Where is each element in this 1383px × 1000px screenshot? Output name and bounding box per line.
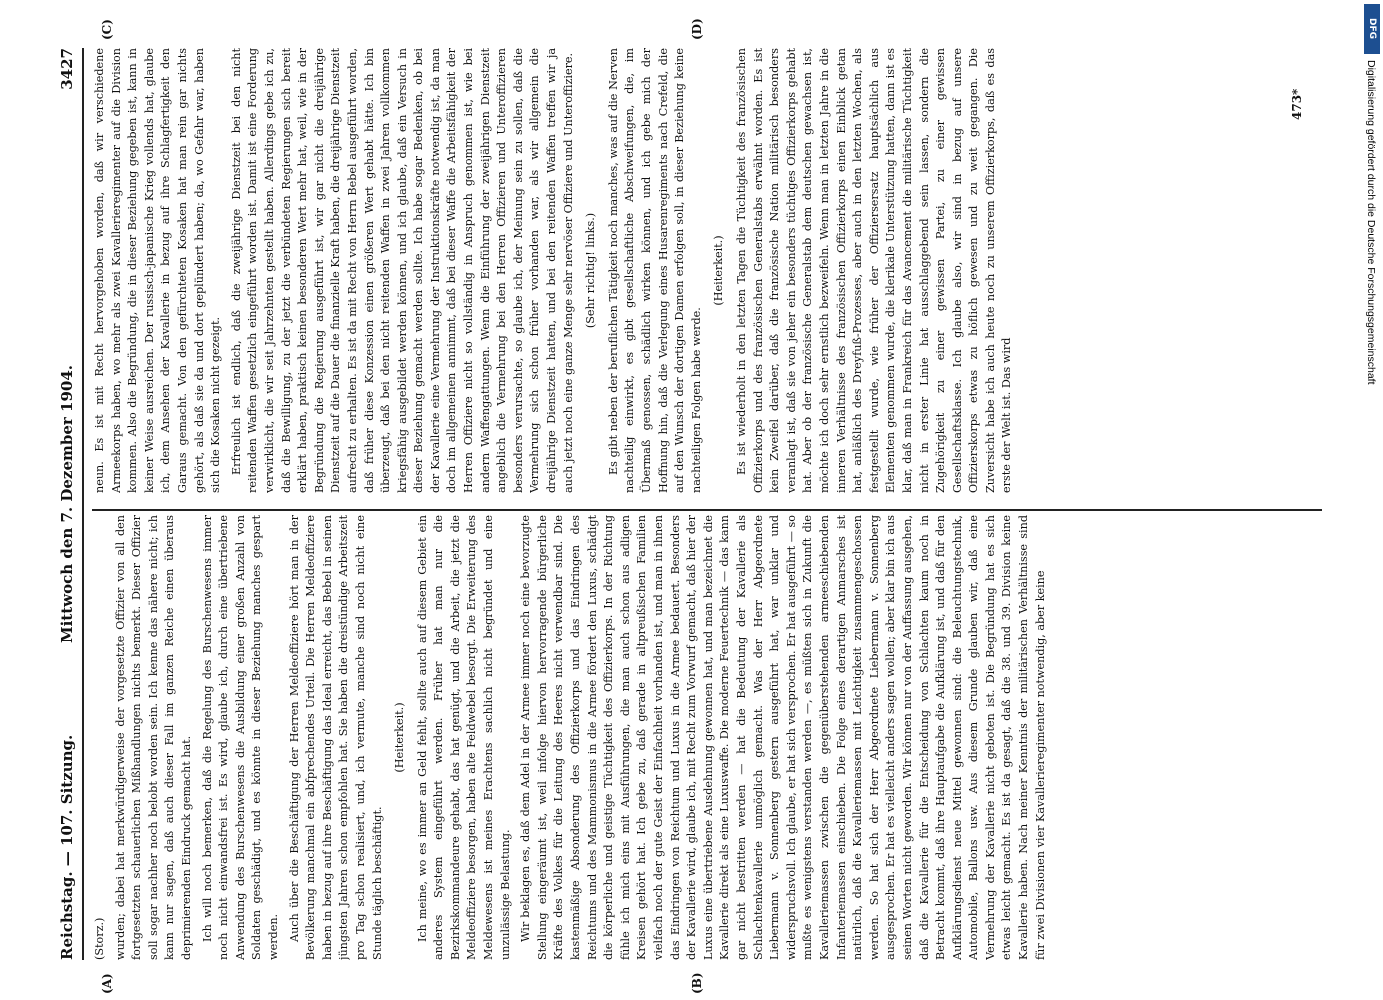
header-date: Mittwoch den 7. Dezember 1904.	[58, 365, 76, 643]
speaker-tag: (Storz.)	[93, 917, 106, 960]
marker-b: (B)	[690, 972, 704, 994]
interjection: (Heiterkeit.)	[712, 235, 726, 306]
interjection: (Heiterkeit.)	[393, 702, 407, 773]
interjection: (Sehr richtig! links.)	[584, 212, 598, 329]
column-rule	[92, 509, 1322, 511]
page-number: 3427	[58, 48, 76, 90]
marker-a: (A)	[100, 973, 114, 994]
marker-c: (C)	[100, 19, 114, 40]
header-left: Reichstag. — 107. Sitzung.	[58, 734, 76, 960]
paragraph: Es gibt neben der beruflichen Tätigkeit noch manches, was auf die Nerven nachteilig einwirkt, es gibt gesellschaftliche Abschweifungen, die, im Übermaß genossen, schädlich wirken können, und ich gebe mich der Hoffnung hin, daß die Verlegung eines Husarenregiments nach Crefeld, die auf den Wunsch der dortigen Damen erfolgen soll, in dieser Beziehung keine nachteiligen Folgen habe werde.	[606, 48, 703, 493]
header-rule	[82, 48, 84, 960]
paragraph: Ich will noch bemerken, daß die Regelung des Burschenwesens immer noch nicht einwandsfrei ist. Es wird, glaube ich, durch eine übertriebene Anwendung des Burschenwesens die Ausbildung einer großen Anzahl von Soldaten geschädigt, und es könnte in dieser Beziehung manches gespart werden.	[200, 515, 280, 960]
page-header	[58, 48, 78, 960]
paragraph: Auch über die Beschäftigung der Herren Meldeoffiziere hört man in der Bevölkerung manchmal ein abfprechendes Urteil. Die Herren Meldeoffiziere haben in bezug auf ihre Beschäftigung das Ideal erreicht, das Bebel in seinen jüngsten Jahren schon empfohlen hat. Sie haben die dreistündige Arbeitszeit pro Tag schon realisiert, und, ich vermute, manche sind noch nicht eine Stunde täglich beschäftigt.	[287, 515, 384, 960]
paragraph: Es ist wiederholt in den letzten Tagen die Tüchtigkeit des französischen Offizierkorps und des französischen Generalstabs erwähnt worden. Es ist kein Zweifel darüber, daß die französische Nation militärisch besonders veranlagt ist, daß sie von jeher ein besonders tüchtiges Offizierkorps gehabt hat. Aber ob der französische Generalstab dem deutschen gewachsen ist, möchte ich doch sehr ernstlich bezweifeln. Wenn man in letzten Jahre in die inneren Verhältnisse des französischen Offizierkorps einen Einblick getan hat, anläßlich des Dreyfuß-Prozesses, aber auch in den letzten Wochen, als festgestellt wurde, wie früher der Offiziersersatz hauptsächlich aus Elementen genommen wurde, die klerikale Unterstützung hatten, dann ist es klar, daß man in Frankreich für das Avancement die militärische Tüchtigkeit nicht in erster Linie hat ausschlaggebend sein lassen, sondern die Zugehörigkeit zu einer gewissen Partei, zu einer gewissen Gesellschaftsklasse. Ich glaube also, wir sind in bezug auf unsere Offizierskorps etwas zu höflich gewesen und zu weit gegangen. Die Zuversicht habe ich auch heute noch zu unserem Offizierkorps, daß es das erste der Welt ist. Das wird	[734, 48, 1014, 493]
paragraph: Erfreulich ist endlich, daß die zweijährige Dienstzeit bei den nicht reitenden Waffen gesetzlich eingeführt worden ist. Damit ist eine Forderung verwirklicht, die wir seit Jahrzehnten gestellt haben. Allerdings gebe ich zu, daß die Bewilligung, zu der jetzt die verbündeten Regierungen sich bereit erklärt haben, praktisch keinen besonderen Wert mehr hat, weil, wie in der Begründung die Regierung ausgeführt ist, wir gar nicht die dreijährige Dienstzeit auf die Dauer die finanzielle Kraft haben, die dreijährige Dienstzeit aufrecht zu erhalten. Es ist da mit Recht von Herrn Bebel ausgeführt worden, daß früher diese Konzession einen größeren Wert gehabt hätte. Ich bin überzeugt, daß bei den nicht reitenden Waffen in zwei Jahren vollkommen kriegsfähig ausgebildet werden können, und ich glaube, daß ein Versuch in dieser Beziehung gemacht werden sollte. Ich habe sogar Bedenken, ob bei der Kavallerie eine Vermehrung der Instruktionskräfte notwendig ist, da man doch im allgemeinen annimmt, daß bei dieser Waffe die Arbeitsfähigkeit der Herren Offiziere nicht so vollständig in Anspruch genommen ist, wie bei andern Waffengattungen. Wenn die Einführung der zweijährigen Dienstzeit angeblich die Vermehrung bei den Herren Offizieren und Unteroffizieren besonders verursachte, so glaube ich, der Meinung sein zu sollen, daß die Vermehrung sich schon früher vorhanden war, als wir allgemein die dreijährige Dienstzeit hatten, und bei den reitenden Waffen treffen wir ja auch jetzt noch eine ganze Menge sehr nervöser Offiziere und Unteroffiziere.	[229, 48, 575, 493]
marker-d: (D)	[690, 18, 704, 40]
paragraph: wurden; dabei hat merkwürdigerweise der vorgesetzte Offizier von all den fortgesetzten schauerlichen Mißhandlungen nichts bemerkt. Dieser Offizier soll sogar nachher noch belobt worden sein. Ich kenne das nähere nicht; ich kann nur sagen, daß auch dieser Fall im ganzen Reiche einen überaus deprimierenden Eindruck gemacht hat.	[113, 515, 193, 960]
page-mark: 473*	[1290, 88, 1304, 120]
right-column	[92, 48, 1322, 493]
paragraph: Ich meine, wo es immer an Geld fehlt, sollte auch auf diesem Gebiet ein anderes System eingeführt werden. Früher hat man nur die Bezirkskommandeure gehabt, das hat genügt, und die Arbeit, die jetzt die Meldeoffiziere besorgen, haben alte Feldwebel besorgt. Die Erweiterung des Meldewesens ist meines Erachtens sachlich nicht begründet und eine unzulässige Belastung.	[415, 515, 512, 960]
digitization-notice: Digitalisierung gefördert durch die Deutsche Forschungsgemeinschaft	[1365, 60, 1377, 385]
dfg-logo: DFG	[1364, 4, 1380, 54]
paragraph: Wir beklagen es, daß dem Adel in der Armee immer noch eine bevorzugte Stellung eingeräumt ist, weil infolge hiervon hervorragende bürgerliche Kräfte des Volkes für die Leitung des Heeres nicht verwendbar sind. Die kastenmäßige Absonderung des Offizierkorps und das Eindringen des Reichtums und des Mammonismus in die Armee fördert den Luxus, schädigt die körperliche und geistige Tüchtigkeit des Offizierkorps. In der Richtung fühle ich mich eins mit Ausführungen, die man auch schon aus adligen Kreisen gehört hat. Ich gebe zu, daß gerade in altpreußischen Familien vielfach noch der gute Geist der Einfachheit vorhanden ist, und man in ihnen das Eindringen von Reichtum und Luxus in die Armee bedauert. Besonders der Kavallerie wird, glaube ich, mit Recht zum Vorwurf gemacht, daß hier der Luxus eine übertriebene Ausdehnung gewonnen hat, und man bezeichnet die Kavallerie direkt als eine Luxuswaffe. Die moderne Feuertechnik — das kann gar nicht bestritten werden — hat die Bedeutung der Kavallerie als Schlachtenkavallerie unmöglich gemacht. Was der Herr Abgeordnete Liebermann v. Sonnenberg gestern ausgeführt hat, war unklar und widerspruchsvoll. Ich glaube, er hat sich versprochen. Er hat ausgeführt — so mußte es wenigstens verstanden werden —, es müßten sich in Zukunft die Kavalleriemassen zwischen die gegenüberstehenden armeeschiebenden Infanteriemassen einschieben. Die Folge eines derartigen Anmarsches ist natürlich, daß die Kavalleriemassen mit Leichtigkeit zusammengeschossen werden. So hat sich der Herr Abgeordnete Liebermann v. Sonnenberg ausgesprochen. Er hat es vielleicht anders sagen wollen; aber klar bin ich aus seinen Worten nicht geworden. Wir können nur von der Auffassung ausgehen, daß die Kavallerie für die Entscheidung von Schlachten kaum noch in Betracht kommt, daß ihre Hauptaufgabe die Aufklärung ist, und daß für den Aufklärungsdienst neue Mittel gewonnen sind: die Beleuchtungstechnik, Automobile, Ballons usw. Aus diesem Grunde glauben wir, daß eine Vermehrung der Kavallerie nicht geboten ist. Die Begründung hat es sich etwas leicht gemacht. Es ist da gesagt, daß die 38. und 39. Division keine Kavallerie haben. Nach meiner Kenntnis der militärischen Verhältnisse sind für zwei Divisionen vier Kavallerieregimenter notwendig, aber keine	[519, 515, 1047, 960]
digitization-strip	[1363, 0, 1381, 1000]
left-column	[92, 515, 1322, 960]
paragraph: neun. Es ist mit Recht hervorgehoben worden, daß wir verschiedene Armeekorps haben, wo mehr als zwei Kavallerieregimenter auf die Division kommen. Also die Begründung, die in dieser Beziehung gegeben ist, kann in keiner Weise ausreichen. Der russisch-japanische Krieg vollends hat, glaube ich, dem Ansehen der Kavallerie in bezug auf ihre Schlagfertigkeit den Garaus gemacht. Von den gefürchteten Kosaken hat man rein gar nichts gehört, als daß sie da und dort geplündert haben; da, wo Gefahr war, haben sich die Kosaken nicht gezeigt.	[93, 48, 223, 493]
